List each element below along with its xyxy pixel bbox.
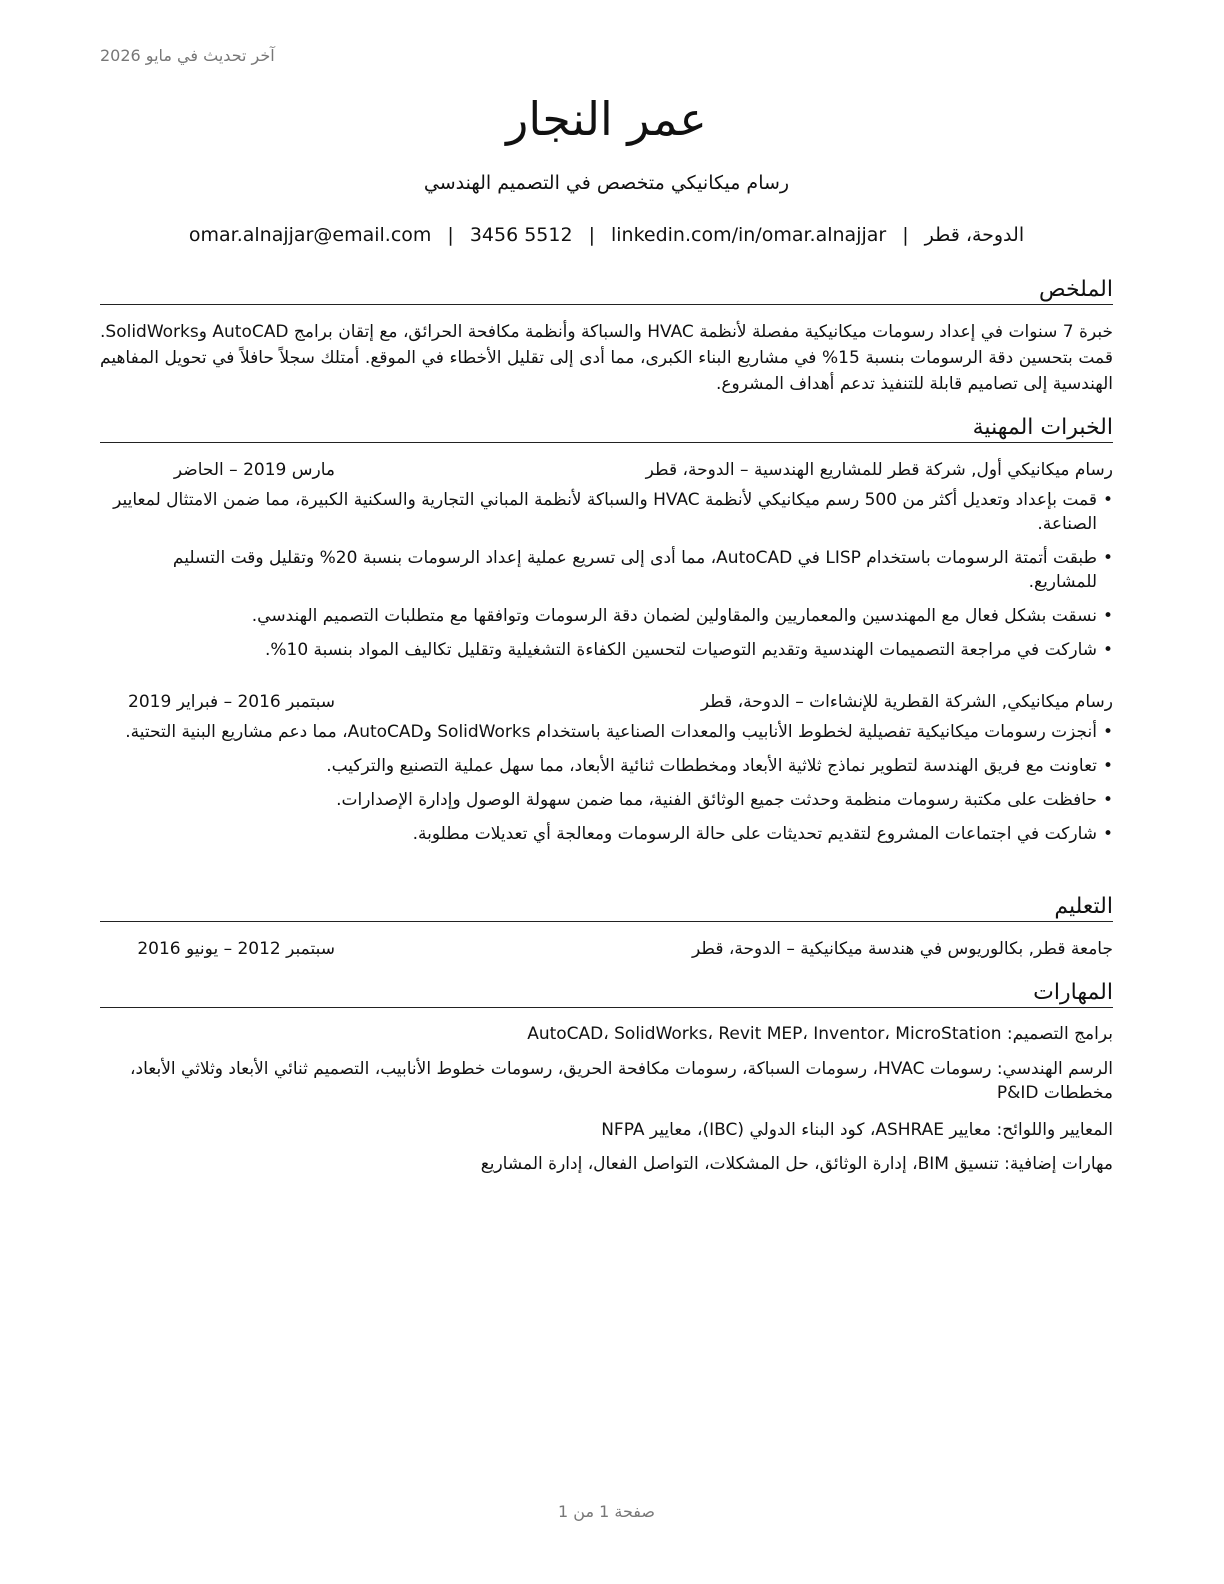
education-degree: جامعة قطر, بكالوريوس في هندسة ميكانيكية – الدوحة، قطر (692, 939, 1113, 959)
candidate-name: عمر النجار (506, 92, 707, 146)
skill-line: مهارات إضافية: تنسيق BIM، إدارة الوثائق، حل المشكلات، التواصل الفعال، إدارة المشاريع (480, 1154, 1113, 1174)
job-bullet: • أنجزت رسومات ميكانيكية تفصيلية لخطوط الأنابيب والمعدات الصناعية باستخدام SolidWorks وAutoCAD، مما دعم مشاريع البنية التحتية. (100, 720, 1113, 744)
job-bullet: • حافظت على مكتبة رسومات منظمة وحدثت جميع الوثائق الفنية، مما ضمن سهولة الوصول وإدارة الإصدارات. (100, 788, 1113, 812)
contact-line (100, 224, 1113, 246)
job-bullets (100, 720, 1113, 856)
page-number: صفحة 1 من 1 (558, 1502, 655, 1521)
contact-separator: | (588, 224, 595, 246)
education-heading: التعليم (100, 894, 1113, 922)
job-bullet: • شاركت في مراجعة التصميمات الهندسية وتقديم التوصيات لتحسين الكفاءة التشغيلية وتقليل تكاليف المواد بنسبة 10%. (100, 638, 1113, 662)
skill-line: برامج التصميم: AutoCAD، SolidWorks، Revit MEP، Inventor، MicroStation (527, 1024, 1113, 1044)
contact-separator: | (902, 224, 909, 246)
skill-line: المعايير واللوائح: معايير ASHRAE، كود البناء الدولي (IBC)، معايير NFPA (601, 1120, 1113, 1140)
resume-page (100, 0, 1113, 1584)
job-bullet: • تعاونت مع فريق الهندسة لتطوير نماذج ثلاثية الأبعاد ومخططات ثنائية الأبعاد، مما سهل عملية التصنيع والتركيب. (100, 754, 1113, 778)
last-updated: آخر تحديث في مايو 2026 (100, 46, 275, 65)
contact-location: الدوحة، قطر (924, 224, 1025, 246)
job-dates: سبتمبر 2016 – فبراير 2019 (128, 692, 335, 712)
experience-heading: الخبرات المهنية (100, 415, 1113, 443)
job-bullet: • شاركت في اجتماعات المشروع لتقديم تحديثات على حالة الرسومات ومعالجة أي تعديلات مطلوبة. (100, 822, 1113, 846)
education-dates: سبتمبر 2012 – يونيو 2016 (137, 939, 335, 959)
skills-heading: المهارات (100, 980, 1113, 1008)
contact-linkedin[interactable]: linkedin.com/in/omar.alnajjar (610, 224, 887, 246)
contact-email[interactable]: omar.alnajjar@email.com (188, 224, 432, 246)
summary-text: خبرة 7 سنوات في إعداد رسومات ميكانيكية مفصلة لأنظمة HVAC والسباكة وأنظمة مكافحة الحرائق، مع إتقان برامج AutoCAD وSolidWorks. قمت بتحسين دقة الرسومات بنسبة 15% في مشاريع البناء الكبرى، مما أدى إلى تقليل الأخطاء في الموقع. أمتلك سجلاً حافلاً في تحويل المفاهيم الهندسية إلى تصاميم قابلة للتنفيذ تدعم أهداف المشروع. (100, 322, 1113, 394)
job-bullets (100, 488, 1113, 672)
job-bullet: • قمت بإعداد وتعديل أكثر من 500 رسم ميكانيكي لأنظمة HVAC والسباكة لأنظمة المباني التجارية والسكنية الكبيرة، مما ضمن الامتثال لمعايير الصناعة. (100, 488, 1113, 536)
job-role: رسام ميكانيكي أول, شركة قطر للمشاريع الهندسية – الدوحة، قطر (645, 460, 1113, 480)
contact-separator: | (447, 224, 454, 246)
job-bullet: • نسقت بشكل فعال مع المهندسين والمعماريين والمقاولين لضمان دقة الرسومات وتوافقها مع متطلبات التصميم الهندسي. (100, 604, 1113, 628)
candidate-title: رسام ميكانيكي متخصص في التصميم الهندسي (423, 172, 790, 194)
job-role: رسام ميكانيكي, الشركة القطرية للإنشاءات – الدوحة، قطر (700, 692, 1113, 712)
contact-phone[interactable]: 3456 5512 (469, 224, 573, 246)
job-dates: مارس 2019 – الحاضر (173, 460, 335, 480)
job-bullet: • طبقت أتمتة الرسومات باستخدام LISP في AutoCAD، مما أدى إلى تسريع عملية إعداد الرسومات بنسبة 20% وتقليل وقت التسليم للمشاريع. (100, 546, 1113, 594)
skill-line: الرسم الهندسي: رسومات HVAC، رسومات السباكة، رسومات مكافحة الحريق، رسومات خطوط الأنابيب، التصميم ثنائي الأبعاد وثلاثي الأبعاد، مخططات P&ID (130, 1059, 1113, 1103)
summary-heading: الملخص (100, 277, 1113, 305)
